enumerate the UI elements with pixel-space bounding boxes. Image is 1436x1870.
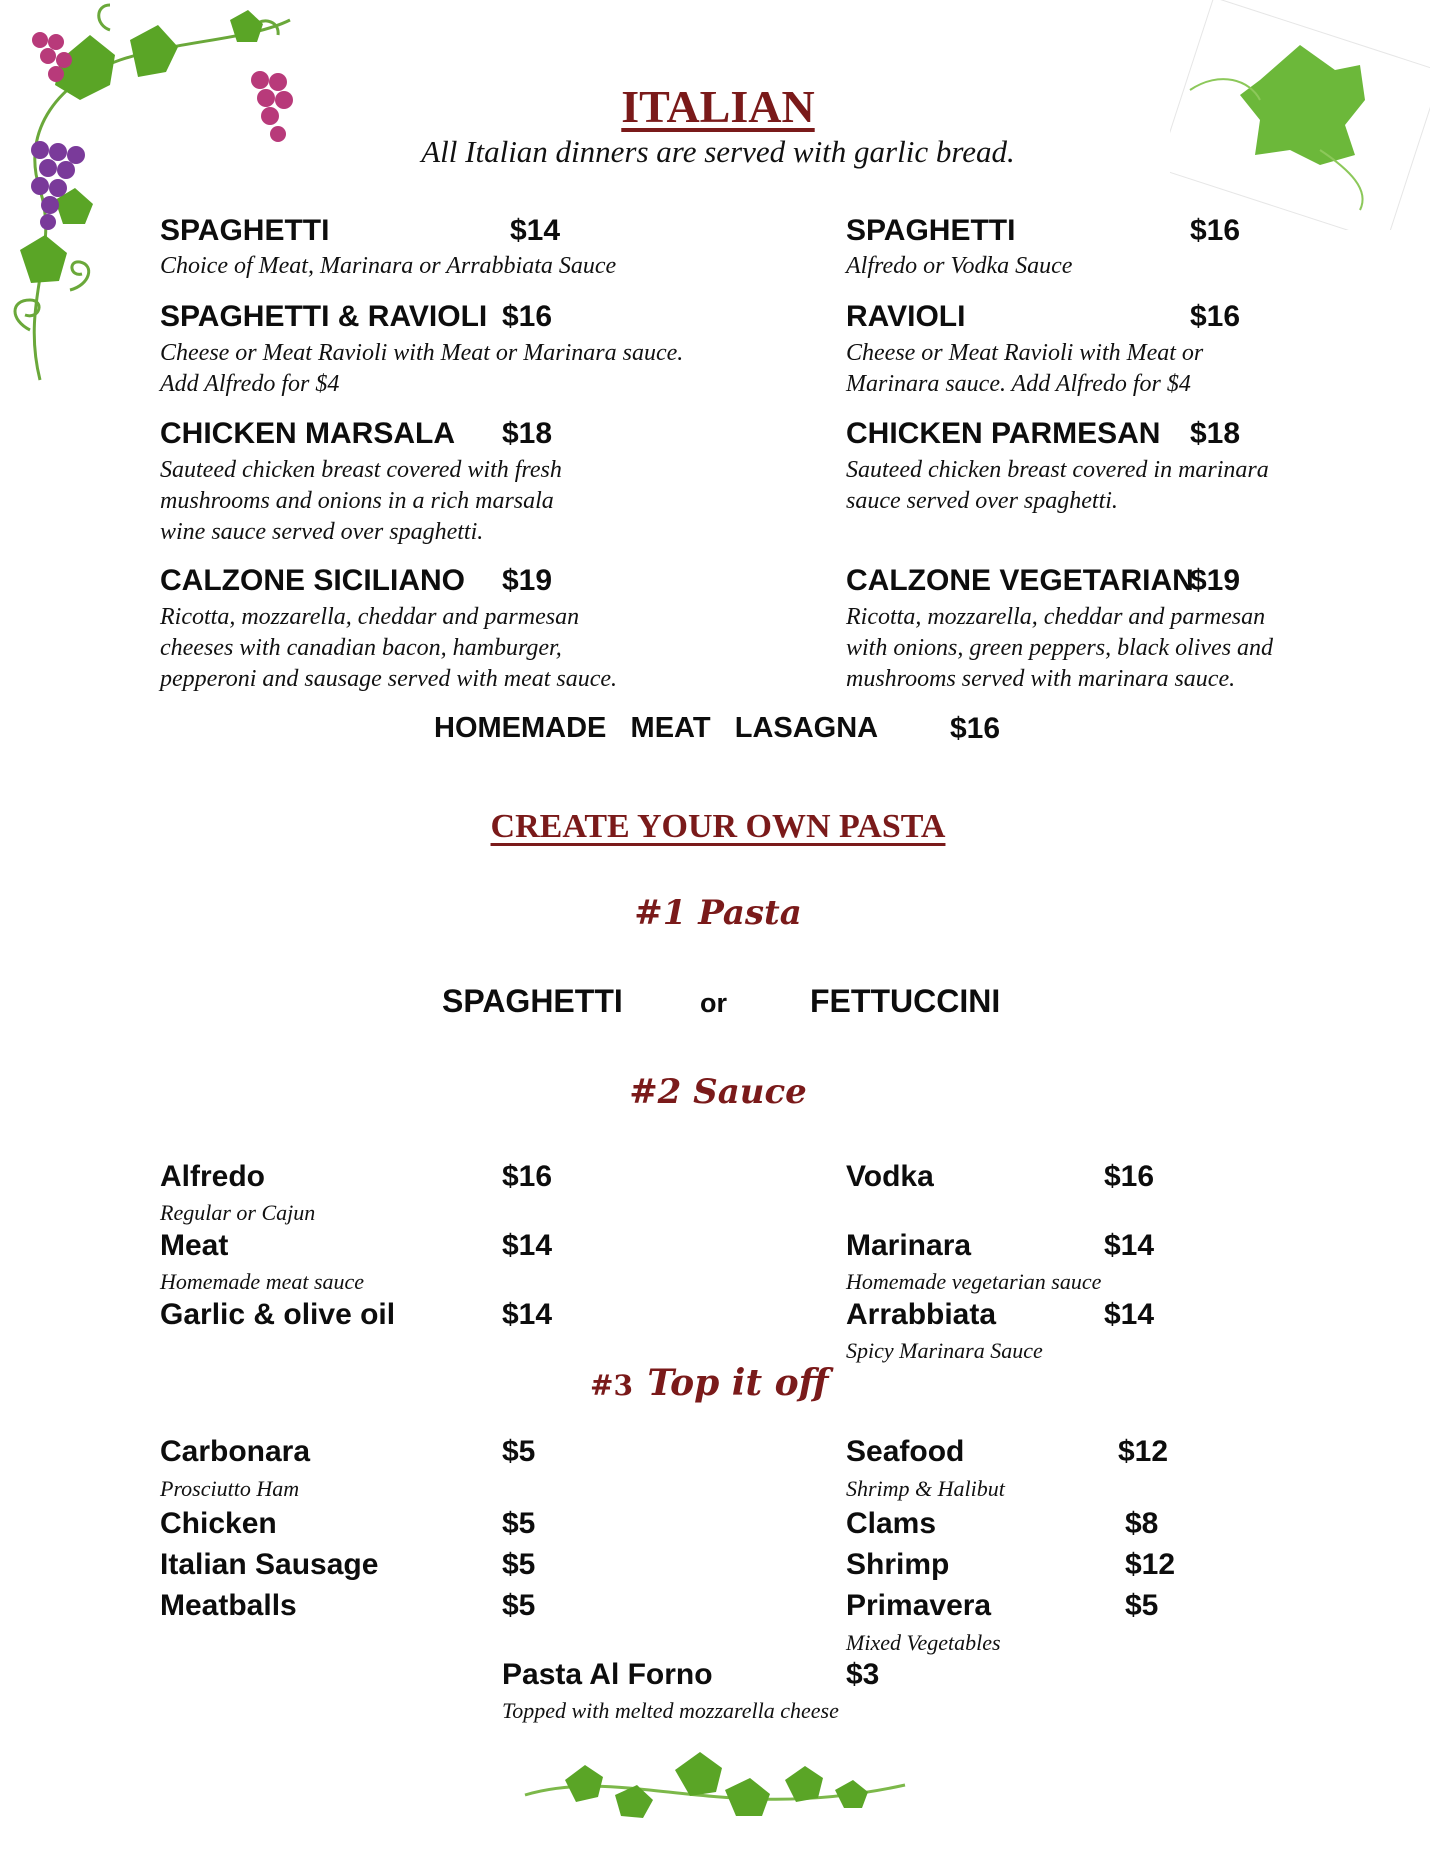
topping-description: Shrimp & Halibut	[846, 1476, 1005, 1501]
topping-price: $12	[1125, 1548, 1176, 1581]
topping-price: $5	[502, 1589, 536, 1622]
al-forno-price: $3	[846, 1658, 880, 1691]
item-price: $18	[1190, 417, 1241, 450]
item-name: CALZONE VEGETARIAN	[846, 564, 1194, 597]
vine-divider-decoration	[505, 1735, 925, 1845]
sauce-description: Homemade meat sauce	[160, 1269, 365, 1294]
item-description: sauce served over spaghetti.	[846, 488, 1118, 514]
item-price: $18	[502, 417, 553, 450]
item-description: wine sauce served over spaghetti.	[160, 519, 484, 545]
item-description: Add Alfredo for $4	[160, 371, 340, 397]
item-description: with onions, green peppers, black olives and	[846, 635, 1274, 661]
topping-name: Primavera	[846, 1589, 992, 1622]
al-forno-description: Topped with melted mozzarella cheese	[502, 1698, 839, 1723]
sauce-description: Homemade vegetarian sauce	[846, 1269, 1102, 1294]
item-description: pepperoni and sausage served with meat sauce.	[160, 666, 618, 692]
item-description: mushrooms and onions in a rich marsala	[160, 488, 554, 514]
sauce-name: Marinara	[846, 1229, 972, 1262]
item-price: $19	[1190, 564, 1241, 597]
item-description: Choice of Meat, Marinara or Arrabbiata Sauce	[160, 253, 617, 279]
pasta-option-spaghetti: SPAGHETTI	[442, 983, 623, 1019]
sauce-price: $14	[502, 1229, 553, 1262]
topping-name: Clams	[846, 1507, 937, 1540]
sauce-price: $14	[1104, 1229, 1155, 1262]
sauce-price: $14	[1104, 1298, 1155, 1331]
item-description: mushrooms served with marinara sauce.	[846, 666, 1236, 692]
step-pasta-heading: #1 Pasta	[634, 893, 802, 933]
topping-name: Carbonara	[160, 1435, 311, 1468]
item-price: $16	[1190, 214, 1241, 247]
item-name: RAVIOLI	[846, 300, 966, 333]
item-name: CHICKEN PARMESAN	[846, 417, 1161, 450]
item-name: SPAGHETTI	[846, 214, 1016, 247]
item-description: Ricotta, mozzarella, cheddar and parmesan	[160, 604, 580, 630]
topping-price: $5	[502, 1507, 536, 1540]
item-name: CHICKEN MARSALA	[160, 417, 455, 450]
topping-price: $5	[502, 1548, 536, 1581]
item-price: $19	[502, 564, 553, 597]
lasagna-name: HOMEMADE MEAT LASAGNA	[434, 712, 879, 744]
topping-price: $8	[1125, 1507, 1159, 1540]
pasta-or-text: or	[700, 988, 727, 1018]
item-description: Ricotta, mozzarella, cheddar and parmesan	[846, 604, 1266, 630]
topping-price: $5	[502, 1435, 536, 1468]
menu-title: ITALIAN	[621, 81, 815, 132]
lasagna-price: $16	[950, 712, 1001, 745]
topping-name: Chicken	[160, 1507, 277, 1540]
topping-price: $12	[1118, 1435, 1169, 1468]
item-name: CALZONE SICILIANO	[160, 564, 465, 597]
topping-description: Mixed Vegetables	[846, 1630, 1001, 1655]
sauce-price: $16	[502, 1160, 553, 1193]
create-pasta-title: CREATE YOUR OWN PASTA	[490, 808, 946, 845]
sauce-price: $14	[502, 1298, 553, 1331]
item-description: Cheese or Meat Ravioli with Meat or Marinara sauce.	[160, 340, 684, 366]
topping-price: $5	[1125, 1589, 1159, 1622]
step-topping-number: #3	[590, 1369, 633, 1402]
topping-description: Prosciutto Ham	[160, 1476, 300, 1501]
topping-name: Italian Sausage	[160, 1548, 379, 1581]
sauce-description: Regular or Cajun	[160, 1200, 316, 1225]
sauce-name: Meat	[160, 1229, 229, 1262]
sauce-name: Garlic & olive oil	[160, 1298, 396, 1331]
sauce-price: $16	[1104, 1160, 1155, 1193]
menu-subtitle: All Italian dinners are served with garlic bread.	[421, 134, 1015, 169]
sauce-description: Spicy Marinara Sauce	[846, 1338, 1043, 1363]
step-sauce-heading: #2 Sauce	[629, 1072, 807, 1112]
step-topping-text: Top it off	[647, 1362, 829, 1404]
item-description: Marinara sauce. Add Alfredo for $4	[846, 371, 1191, 397]
item-price: $14	[510, 214, 561, 247]
al-forno-name: Pasta Al Forno	[502, 1658, 713, 1691]
item-description: Cheese or Meat Ravioli with Meat or	[846, 340, 1204, 366]
topping-name: Seafood	[846, 1435, 965, 1468]
item-description: Sauteed chicken breast covered with fresh	[160, 457, 562, 483]
item-name: SPAGHETTI	[160, 214, 330, 247]
sauce-name: Arrabbiata	[846, 1298, 997, 1331]
sauce-name: Vodka	[846, 1160, 934, 1193]
topping-name: Meatballs	[160, 1589, 297, 1622]
item-description: Alfredo or Vodka Sauce	[846, 253, 1073, 279]
item-description: cheeses with canadian bacon, hamburger,	[160, 635, 562, 661]
topping-name: Shrimp	[846, 1548, 950, 1581]
sauce-name: Alfredo	[160, 1160, 265, 1193]
item-price: $16	[1190, 300, 1241, 333]
step-topping-heading	[590, 1362, 828, 1404]
pasta-option-fettuccini: FETTUCCINI	[810, 983, 1001, 1019]
item-price: $16	[502, 300, 553, 333]
item-name: SPAGHETTI & RAVIOLI	[160, 300, 488, 333]
item-description: Sauteed chicken breast covered in marinara	[846, 457, 1269, 483]
